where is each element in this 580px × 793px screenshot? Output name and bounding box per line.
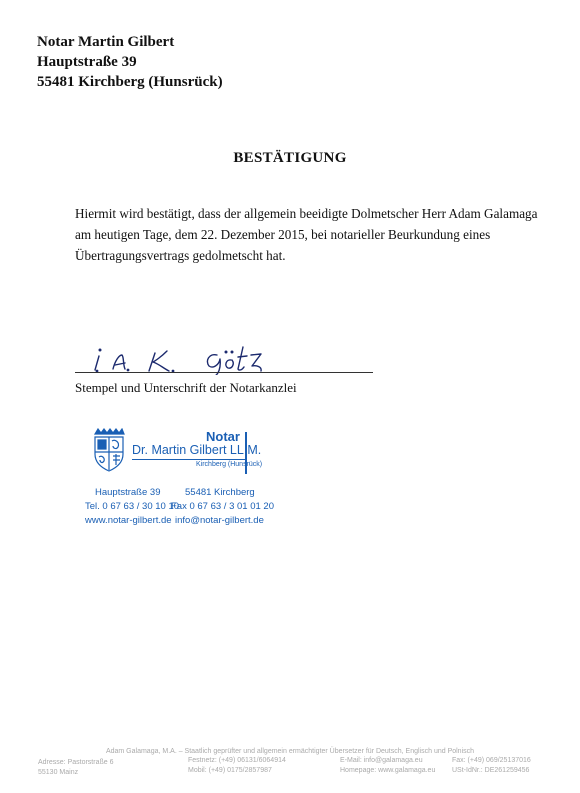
handwritten-signature	[75, 335, 375, 375]
coat-of-arms-icon	[92, 428, 126, 472]
footer-email: E-Mail: info@galamaga.eu	[340, 757, 423, 764]
footer-homepage: Homepage: www.galamaga.eu	[340, 767, 436, 774]
stamp-notary-name: Dr. Martin Gilbert LL.M.	[132, 443, 262, 457]
document-title: BESTÄTIGUNG	[233, 150, 347, 166]
stamp-street: Hauptstraße 39	[95, 487, 161, 498]
notary-street: Hauptstraße 39	[37, 54, 137, 70]
stamp-website: www.notar-gilbert.de	[85, 515, 172, 526]
signature-line	[75, 372, 373, 373]
footer-fax: Fax: (+49) 069/25137016	[452, 757, 531, 764]
stamp-fax: Fax 0 67 63 / 3 01 01 20	[171, 501, 274, 512]
stamp-title: Notar	[206, 429, 240, 444]
confirmation-paragraph: Hiermit wird bestätigt, dass der allgemein beeidigte Dolmetscher Herr Adam Galamaga am heutigen Tage, dem 22. Dezember 2015, bei notarieller Beurkundung eines Übertragungsvertrags gedolmetscht hat.	[75, 206, 538, 263]
footer-translator-line: Adam Galamaga, M.A. – Staatlich geprüfter und allgemein ermächtigter Übersetzer für Deutsch, Englisch und Polnisch	[105, 748, 475, 755]
stamp-zip-city: 55481 Kirchberg	[185, 487, 255, 498]
footer-contact	[340, 756, 435, 776]
footer-mobile: Mobil: (+49) 0175/2857987	[188, 767, 272, 774]
footer-vat-id: USt-IdNr.: DE261259456	[452, 767, 530, 774]
notary-stamp	[85, 426, 285, 546]
footer-address-line2: 55130 Mainz	[38, 769, 79, 776]
signature-caption: Stempel und Unterschrift der Notarkanzlei	[75, 380, 297, 395]
footer-address-line1: Adresse: Pastorstraße 6	[38, 759, 114, 766]
notary-name: Notar Martin Gilbert	[37, 34, 175, 50]
stamp-email: info@notar-gilbert.de	[175, 515, 264, 526]
notary-address-block	[37, 32, 223, 92]
footer-fax-tax	[452, 756, 531, 776]
stamp-city-small: Kirchberg (Hunsrück)	[196, 461, 263, 468]
stamp-divider-horizontal	[132, 459, 245, 460]
notary-city: 55481 Kirchberg (Hunsrück)	[37, 74, 223, 90]
footer-phones	[188, 756, 286, 776]
footer-address	[38, 758, 113, 778]
stamp-phone: Tel. 0 67 63 / 30 10 10	[85, 501, 180, 512]
footer-landline: Festnetz: (+49) 06131/6064914	[188, 757, 286, 764]
